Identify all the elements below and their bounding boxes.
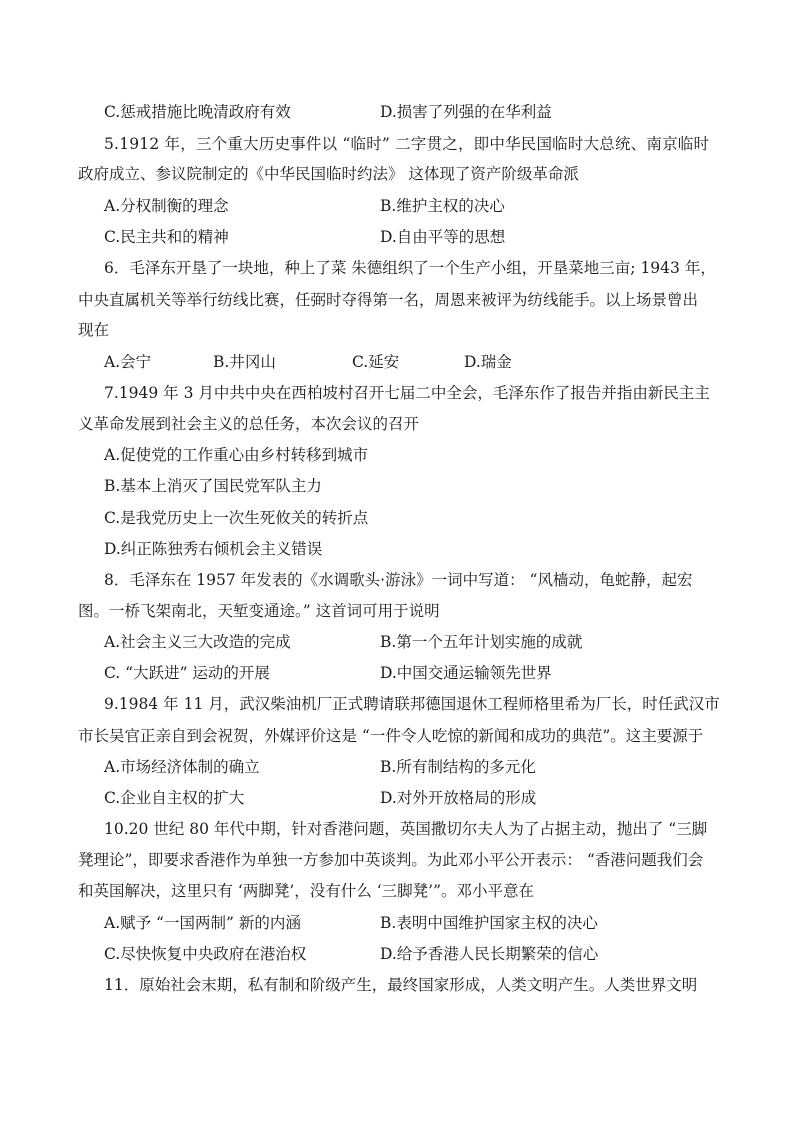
q5-stem-line-2: 政府成立、参议院制定的《中华民国临时约法》 这体现了资产阶级革命派 [78,165,579,183]
q8-option-d: D.中国交通运输领先世界 [380,664,552,682]
q10-stem-line-2: 凳理论”，即要求香港作为单独一方参加中英谈判。为此邓小平公开表示： “香港问题我们会 [78,851,704,869]
q5-option-row-ab [104,196,505,216]
q9-option-c: C.企业自主权的扩大 [104,789,245,807]
q4-option-d: D.损害了列强的在华利益 [380,103,552,121]
q9-stem-line-2: 市长吴官正亲自到会祝贺，外媒评价这是 “一件令人吃惊的新闻和成功的典范”。这主要源于 [78,727,704,745]
q5-option-c: C.民主共和的精神 [104,228,229,246]
q9-option-b: B.所有制结构的多元化 [380,758,536,776]
q10-option-d: D.给予香港人民长期繁荣的信心 [380,945,599,963]
q9-option-d: D.对外开放格局的形成 [380,789,537,807]
q7-option-b: B.基本上消灭了国民党军队主力 [104,477,322,495]
q9-stem-line-1: 9.1984 年 11 月，武汉柴油机厂正式聘请联邦德国退休工程师格里希为厂长，时任武汉市 [104,695,720,713]
q10-option-row-ab [104,913,598,933]
q9-option-row-ab [104,757,536,777]
q5-option-b: B.维护主权的决心 [380,197,505,215]
q5-stem-line-1: 5.1912 年，三个重大历史事件以 “临时” 二字贯之，即中华民国临时大总统、南京临时 [104,135,710,153]
q10-option-row-cd [104,944,599,964]
q8-option-b: B.第一个五年计划实施的成就 [380,633,583,651]
q9-option-a: A.市场经济体制的确立 [104,758,260,776]
q7-stem-line-2: 义革命发展到社会主义的总任务，本次会议的召开 [78,415,420,433]
q10-stem-line-3: 和英国解决，这里只有 ‘两脚凳’，没有什么 ‘三脚凳’”。邓小平意在 [78,882,534,900]
q10-stem-line-1: 10.20 世纪 80 年代中期，针对香港问题，英国撒切尔夫人为了占据主动，抛出了 “三脚 [104,820,708,838]
q4-option-c: C.惩戒措施比晚清政府有效 [104,103,291,121]
q4-option-row-cd [104,102,552,122]
q7-option-a: A.促使党的工作重心由乡村转移到城市 [104,446,369,464]
q7-option-c: C.是我党历史上一次生死攸关的转折点 [104,509,369,527]
q6-option-b: B.井冈山 [213,353,276,371]
q6-option-row [104,352,512,372]
q6-option-a: A.会宁 [104,353,152,371]
q10-option-c: C.尽快恢复中央政府在港治权 [104,945,307,963]
q10-option-b: B.表明中国维护国家主权的决心 [380,914,598,932]
q6-stem-line-2: 中央直属机关等举行纺线比赛，任弼时夺得第一名，周恩来被评为纺线能手。以上场景曾出 [78,291,699,309]
q8-option-row-cd [104,663,552,683]
q9-option-row-cd [104,788,537,808]
q7-stem-line-1: 7.1949 年 3 月中共中央在西柏坡村召开七届二中全会，毛泽东作了报告并指由新民主主 [104,384,710,402]
q11-stem-line-1: 11．原始社会末期，私有制和阶级产生，最终国家形成，人类文明产生。人类世界文明 [104,976,698,994]
q7-option-d: D.纠正陈独秀右倾机会主义错误 [104,540,323,558]
q8-option-c: C. “大跃进” 运动的开展 [104,664,270,682]
q8-stem-line-2: 图。一桥飞架南北，天堑变通途。” 这首词可用于说明 [78,602,440,620]
q8-option-a: A.社会主义三大改造的完成 [104,633,291,651]
q5-option-row-cd [104,227,506,247]
q6-option-c: C.延安 [352,353,400,371]
q6-option-d: D.瑞金 [464,353,512,371]
q8-option-row-ab [104,632,583,652]
q5-option-a: A.分权制衡的理念 [104,197,229,215]
q6-stem-line-1: 6．毛泽东开垦了一块地，种上了菜 朱德组织了一个生产小组，开垦菜地三亩; 1943 年， [104,259,716,277]
q8-stem-line-1: 8．毛泽东在 1957 年发表的《水调歌头·游泳》一词中写道： “风樯动，龟蛇静，起宏 [104,571,693,589]
q5-option-d: D.自由平等的思想 [380,228,506,246]
q6-stem-line-3: 现在 [78,321,110,339]
q10-option-a: A.赋予 “一国两制” 新的内涵 [104,914,301,932]
